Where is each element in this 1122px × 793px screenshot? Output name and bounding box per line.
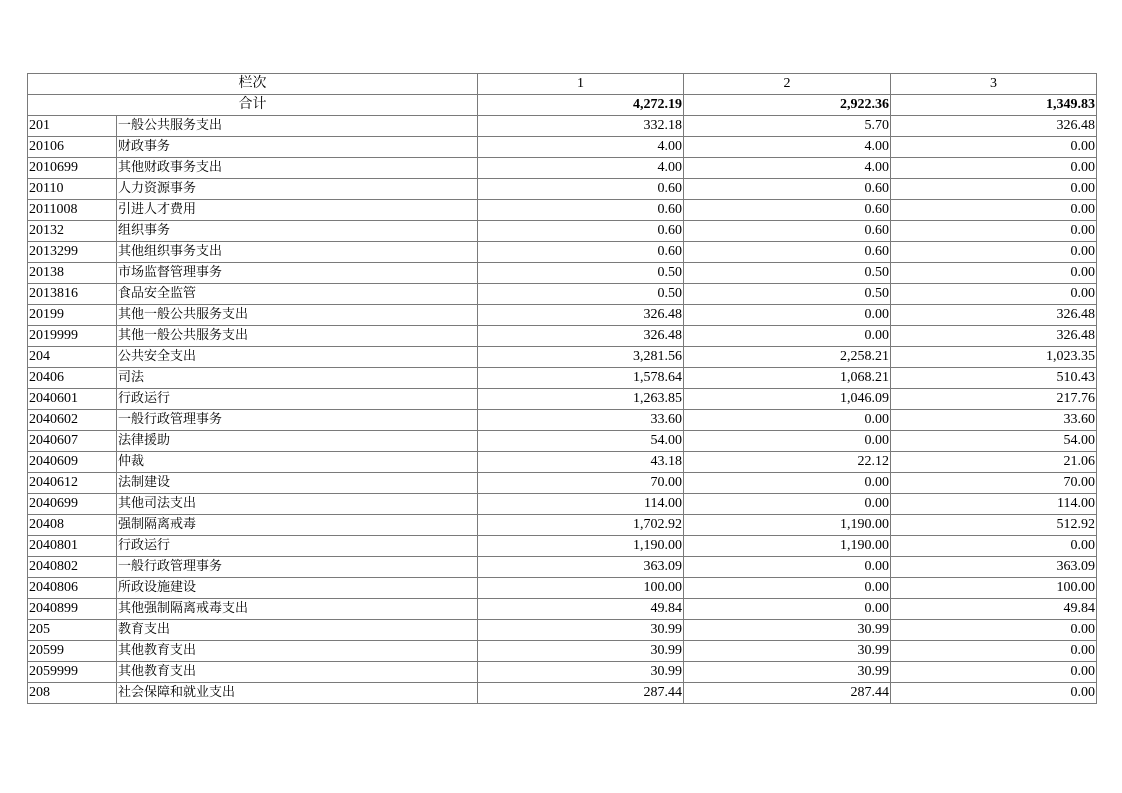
amount-col-1: 30.99 bbox=[478, 620, 684, 641]
amount-col-3: 326.48 bbox=[891, 116, 1097, 137]
amount-col-2: 0.00 bbox=[684, 410, 891, 431]
amount-col-2: 0.60 bbox=[684, 179, 891, 200]
account-name: 其他一般公共服务支出 bbox=[117, 305, 478, 326]
amount-col-2: 30.99 bbox=[684, 620, 891, 641]
account-name: 法律援助 bbox=[117, 431, 478, 452]
amount-col-1: 30.99 bbox=[478, 641, 684, 662]
table-row bbox=[28, 641, 1097, 662]
amount-col-2: 1,068.21 bbox=[684, 368, 891, 389]
account-name: 所政设施建设 bbox=[117, 578, 478, 599]
account-name: 行政运行 bbox=[117, 389, 478, 410]
table-row bbox=[28, 347, 1097, 368]
amount-col-1: 0.60 bbox=[478, 179, 684, 200]
amount-col-3: 100.00 bbox=[891, 578, 1097, 599]
amount-col-2: 0.00 bbox=[684, 599, 891, 620]
column-label-header: 栏次 bbox=[28, 74, 478, 95]
account-name: 其他司法支出 bbox=[117, 494, 478, 515]
amount-col-3: 363.09 bbox=[891, 557, 1097, 578]
amount-col-3: 21.06 bbox=[891, 452, 1097, 473]
amount-col-1: 1,702.92 bbox=[478, 515, 684, 536]
amount-col-3: 217.76 bbox=[891, 389, 1097, 410]
amount-col-3: 0.00 bbox=[891, 158, 1097, 179]
amount-col-2: 30.99 bbox=[684, 641, 891, 662]
amount-col-2: 0.50 bbox=[684, 284, 891, 305]
account-name: 教育支出 bbox=[117, 620, 478, 641]
amount-col-1: 0.60 bbox=[478, 221, 684, 242]
amount-col-3: 0.00 bbox=[891, 179, 1097, 200]
table-row bbox=[28, 221, 1097, 242]
table-row bbox=[28, 578, 1097, 599]
amount-col-3: 49.84 bbox=[891, 599, 1097, 620]
account-code: 2013299 bbox=[28, 242, 117, 263]
account-name: 其他教育支出 bbox=[117, 662, 478, 683]
amount-col-3: 0.00 bbox=[891, 137, 1097, 158]
amount-col-2: 0.60 bbox=[684, 242, 891, 263]
amount-col-3: 326.48 bbox=[891, 326, 1097, 347]
table-row bbox=[28, 473, 1097, 494]
amount-col-3: 512.92 bbox=[891, 515, 1097, 536]
total-row bbox=[28, 95, 1097, 116]
account-name: 食品安全监管 bbox=[117, 284, 478, 305]
amount-col-1: 33.60 bbox=[478, 410, 684, 431]
amount-col-3: 1,023.35 bbox=[891, 347, 1097, 368]
account-name: 其他财政事务支出 bbox=[117, 158, 478, 179]
account-code: 2040802 bbox=[28, 557, 117, 578]
account-code: 2059999 bbox=[28, 662, 117, 683]
amount-col-2: 0.00 bbox=[684, 494, 891, 515]
table-row bbox=[28, 410, 1097, 431]
amount-col-2: 30.99 bbox=[684, 662, 891, 683]
amount-col-2: 287.44 bbox=[684, 683, 891, 704]
account-code: 20106 bbox=[28, 137, 117, 158]
column-1-header: 1 bbox=[478, 74, 684, 95]
account-code: 201 bbox=[28, 116, 117, 137]
amount-col-1: 326.48 bbox=[478, 305, 684, 326]
account-name: 行政运行 bbox=[117, 536, 478, 557]
amount-col-2: 0.00 bbox=[684, 578, 891, 599]
table-row bbox=[28, 599, 1097, 620]
account-name: 强制隔离戒毒 bbox=[117, 515, 478, 536]
account-name: 市场监督管理事务 bbox=[117, 263, 478, 284]
amount-col-3: 0.00 bbox=[891, 200, 1097, 221]
amount-col-1: 0.60 bbox=[478, 242, 684, 263]
table-row bbox=[28, 284, 1097, 305]
amount-col-1: 0.50 bbox=[478, 263, 684, 284]
account-name: 社会保障和就业支出 bbox=[117, 683, 478, 704]
amount-col-2: 22.12 bbox=[684, 452, 891, 473]
total-col-1: 4,272.19 bbox=[478, 95, 684, 116]
amount-col-3: 0.00 bbox=[891, 263, 1097, 284]
amount-col-2: 1,046.09 bbox=[684, 389, 891, 410]
account-code: 20199 bbox=[28, 305, 117, 326]
amount-col-3: 0.00 bbox=[891, 620, 1097, 641]
table-row bbox=[28, 683, 1097, 704]
table-row bbox=[28, 179, 1097, 200]
amount-col-1: 332.18 bbox=[478, 116, 684, 137]
amount-col-1: 1,578.64 bbox=[478, 368, 684, 389]
account-code: 2040899 bbox=[28, 599, 117, 620]
amount-col-1: 3,281.56 bbox=[478, 347, 684, 368]
amount-col-3: 326.48 bbox=[891, 305, 1097, 326]
account-code: 2019999 bbox=[28, 326, 117, 347]
amount-col-1: 363.09 bbox=[478, 557, 684, 578]
budget-table bbox=[27, 73, 1097, 704]
account-code: 208 bbox=[28, 683, 117, 704]
amount-col-2: 5.70 bbox=[684, 116, 891, 137]
total-col-3: 1,349.83 bbox=[891, 95, 1097, 116]
table-row bbox=[28, 536, 1097, 557]
amount-col-2: 0.00 bbox=[684, 431, 891, 452]
amount-col-3: 510.43 bbox=[891, 368, 1097, 389]
amount-col-2: 0.00 bbox=[684, 326, 891, 347]
total-label: 合计 bbox=[28, 95, 478, 116]
table-row bbox=[28, 326, 1097, 347]
account-code: 20110 bbox=[28, 179, 117, 200]
amount-col-2: 0.00 bbox=[684, 473, 891, 494]
table-row bbox=[28, 263, 1097, 284]
total-col-2: 2,922.36 bbox=[684, 95, 891, 116]
account-code: 2040806 bbox=[28, 578, 117, 599]
amount-col-3: 0.00 bbox=[891, 242, 1097, 263]
amount-col-1: 4.00 bbox=[478, 137, 684, 158]
account-code: 20406 bbox=[28, 368, 117, 389]
account-name: 一般公共服务支出 bbox=[117, 116, 478, 137]
table-row bbox=[28, 431, 1097, 452]
account-name: 仲裁 bbox=[117, 452, 478, 473]
account-code: 2040609 bbox=[28, 452, 117, 473]
amount-col-3: 0.00 bbox=[891, 536, 1097, 557]
account-name: 司法 bbox=[117, 368, 478, 389]
amount-col-1: 1,190.00 bbox=[478, 536, 684, 557]
column-2-header: 2 bbox=[684, 74, 891, 95]
table-row bbox=[28, 137, 1097, 158]
table-row bbox=[28, 389, 1097, 410]
account-name: 引进人才费用 bbox=[117, 200, 478, 221]
amount-col-1: 30.99 bbox=[478, 662, 684, 683]
amount-col-3: 33.60 bbox=[891, 410, 1097, 431]
amount-col-2: 0.00 bbox=[684, 305, 891, 326]
account-code: 2010699 bbox=[28, 158, 117, 179]
amount-col-1: 70.00 bbox=[478, 473, 684, 494]
account-name: 一般行政管理事务 bbox=[117, 557, 478, 578]
table-row bbox=[28, 662, 1097, 683]
table-row bbox=[28, 494, 1097, 515]
table-row bbox=[28, 557, 1097, 578]
account-code: 2040601 bbox=[28, 389, 117, 410]
amount-col-1: 100.00 bbox=[478, 578, 684, 599]
amount-col-1: 43.18 bbox=[478, 452, 684, 473]
amount-col-2: 0.60 bbox=[684, 200, 891, 221]
table-row bbox=[28, 242, 1097, 263]
amount-col-3: 0.00 bbox=[891, 662, 1097, 683]
account-code: 2040612 bbox=[28, 473, 117, 494]
account-name: 公共安全支出 bbox=[117, 347, 478, 368]
table-row bbox=[28, 158, 1097, 179]
account-name: 财政事务 bbox=[117, 137, 478, 158]
amount-col-1: 4.00 bbox=[478, 158, 684, 179]
amount-col-1: 54.00 bbox=[478, 431, 684, 452]
account-name: 其他一般公共服务支出 bbox=[117, 326, 478, 347]
account-code: 20408 bbox=[28, 515, 117, 536]
amount-col-2: 4.00 bbox=[684, 137, 891, 158]
amount-col-1: 49.84 bbox=[478, 599, 684, 620]
amount-col-3: 54.00 bbox=[891, 431, 1097, 452]
table-row bbox=[28, 620, 1097, 641]
account-name: 其他组织事务支出 bbox=[117, 242, 478, 263]
account-code: 2013816 bbox=[28, 284, 117, 305]
amount-col-3: 0.00 bbox=[891, 284, 1097, 305]
amount-col-3: 0.00 bbox=[891, 683, 1097, 704]
amount-col-2: 2,258.21 bbox=[684, 347, 891, 368]
account-name: 一般行政管理事务 bbox=[117, 410, 478, 431]
table-row bbox=[28, 116, 1097, 137]
amount-col-2: 0.50 bbox=[684, 263, 891, 284]
account-code: 20132 bbox=[28, 221, 117, 242]
account-name: 其他强制隔离戒毒支出 bbox=[117, 599, 478, 620]
amount-col-1: 0.50 bbox=[478, 284, 684, 305]
account-code: 2011008 bbox=[28, 200, 117, 221]
amount-col-1: 326.48 bbox=[478, 326, 684, 347]
amount-col-1: 287.44 bbox=[478, 683, 684, 704]
amount-col-1: 1,263.85 bbox=[478, 389, 684, 410]
table-row bbox=[28, 305, 1097, 326]
table-row bbox=[28, 515, 1097, 536]
account-code: 2040607 bbox=[28, 431, 117, 452]
amount-col-2: 1,190.00 bbox=[684, 536, 891, 557]
amount-col-2: 0.00 bbox=[684, 557, 891, 578]
amount-col-2: 4.00 bbox=[684, 158, 891, 179]
amount-col-3: 70.00 bbox=[891, 473, 1097, 494]
account-code: 20138 bbox=[28, 263, 117, 284]
account-code: 2040801 bbox=[28, 536, 117, 557]
amount-col-1: 0.60 bbox=[478, 200, 684, 221]
account-code: 2040602 bbox=[28, 410, 117, 431]
amount-col-2: 0.60 bbox=[684, 221, 891, 242]
account-name: 人力资源事务 bbox=[117, 179, 478, 200]
account-name: 其他教育支出 bbox=[117, 641, 478, 662]
account-name: 组织事务 bbox=[117, 221, 478, 242]
amount-col-3: 0.00 bbox=[891, 641, 1097, 662]
account-code: 20599 bbox=[28, 641, 117, 662]
account-code: 204 bbox=[28, 347, 117, 368]
amount-col-2: 1,190.00 bbox=[684, 515, 891, 536]
account-code: 2040699 bbox=[28, 494, 117, 515]
amount-col-3: 114.00 bbox=[891, 494, 1097, 515]
column-3-header: 3 bbox=[891, 74, 1097, 95]
table-row bbox=[28, 200, 1097, 221]
account-code: 205 bbox=[28, 620, 117, 641]
amount-col-1: 114.00 bbox=[478, 494, 684, 515]
table-row bbox=[28, 368, 1097, 389]
amount-col-3: 0.00 bbox=[891, 221, 1097, 242]
table-row bbox=[28, 452, 1097, 473]
account-name: 法制建设 bbox=[117, 473, 478, 494]
header-row bbox=[28, 74, 1097, 95]
